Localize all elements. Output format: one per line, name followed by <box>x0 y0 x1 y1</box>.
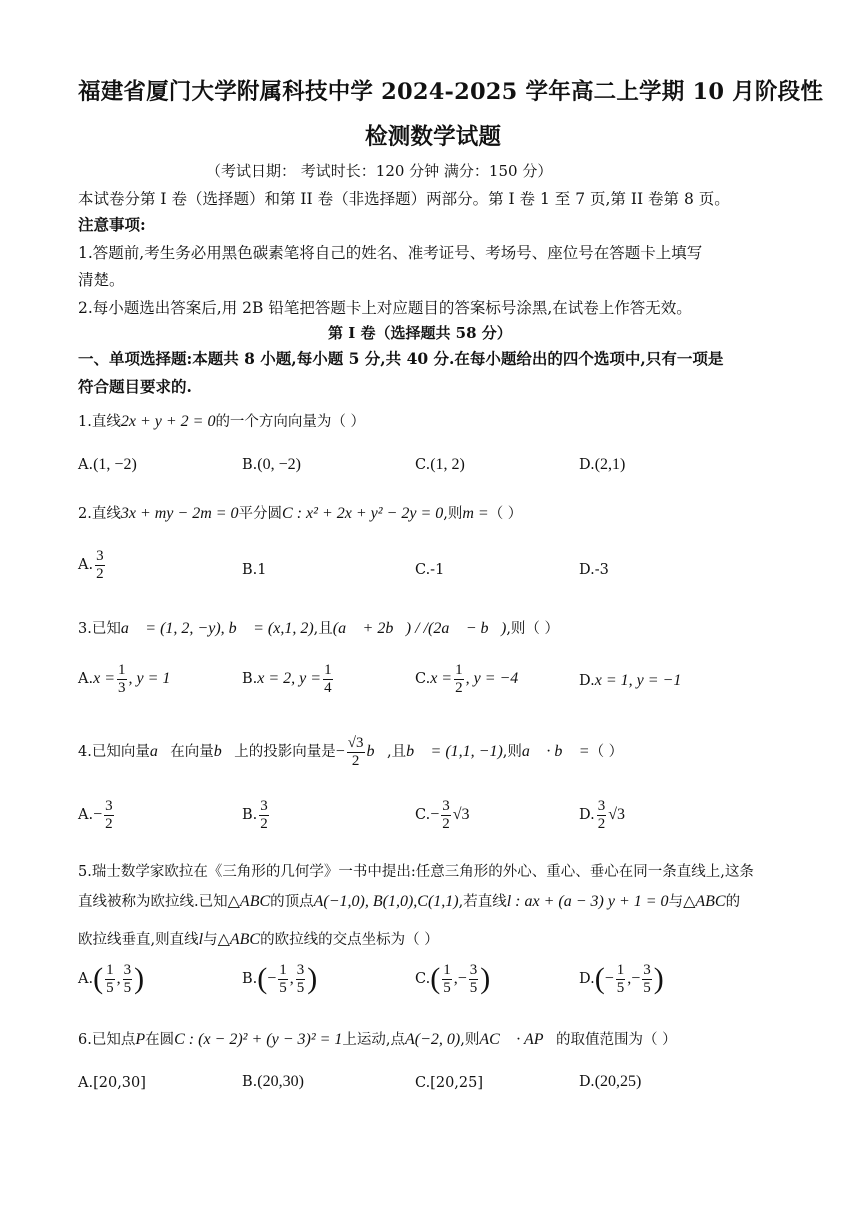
fraction <box>347 735 365 769</box>
q5-option-b <box>242 962 317 996</box>
option-label: A. <box>78 971 94 987</box>
minus-sign: − <box>93 806 103 823</box>
fraction <box>323 662 333 696</box>
question-2-stem <box>78 502 522 523</box>
fraction <box>104 798 114 832</box>
q2-option-b: B.1 <box>242 562 267 578</box>
option-label: A. <box>78 671 94 687</box>
option-label: C. <box>415 971 431 987</box>
q1-pre: 1.直线 <box>78 414 121 430</box>
option-math: x = 1, y = −1 <box>594 672 682 689</box>
numerator: 3 <box>123 962 132 978</box>
denominator: 5 <box>443 979 451 996</box>
q2-option-a <box>78 548 107 582</box>
q6-text: ,则 <box>460 1032 480 1048</box>
section-heading-line1: 一、单项选择题:本题共 8 小题,每小题 5 分,共 40 分.在每小题给出的四个选项中,只有一项是 <box>78 349 724 368</box>
option-label: B. <box>242 1074 258 1090</box>
vector-a: a⃗ <box>149 743 171 760</box>
q4-mid: ,且 <box>386 744 407 760</box>
q6-option-b <box>242 1073 304 1091</box>
option-math: x = <box>93 670 115 687</box>
denominator: 2 <box>597 815 606 832</box>
q3-option-a <box>78 662 170 696</box>
q4-dot-product: a⃗ · b⃗ = <box>521 743 590 760</box>
fraction <box>296 962 306 996</box>
circle-equation: C : (x − 2)² + (y − 3)² = 1 <box>174 1031 343 1048</box>
q6-text: 上运动,点 <box>342 1032 406 1048</box>
numerator: 1 <box>118 662 126 678</box>
q4-option-d <box>579 798 625 832</box>
line-l-equation: l : ax + (a − 3) y + 1 = 0 <box>506 893 669 910</box>
triangle-abc: △ABC <box>683 893 726 910</box>
numerator: 1 <box>443 962 451 978</box>
q5-text: 欧拉线垂直,则直线 <box>78 932 199 948</box>
q5-text: 的顶点 <box>270 894 314 910</box>
denominator: 5 <box>296 979 305 996</box>
option-math: x = 2, y = <box>257 670 322 687</box>
option-label: D. <box>579 457 595 473</box>
part-title: 第 I 卷（选择题共 58 分） <box>328 324 512 342</box>
question-5-line3 <box>78 928 439 949</box>
q3-mid: ,且 <box>313 621 333 637</box>
q2-line-equation: 3x + my − 2m = 0 <box>120 505 239 522</box>
option-label: A. <box>78 557 94 573</box>
q5-text: 与 <box>203 932 218 948</box>
q3-pre: 3.已知 <box>78 621 121 637</box>
denominator: 5 <box>279 979 287 996</box>
comma: , <box>627 970 632 987</box>
q4-vector-b-value: b⃗ = (1,1, −1) <box>406 743 503 760</box>
q4-option-a <box>78 798 116 832</box>
q2-option-c: C.-1 <box>415 562 445 578</box>
left-paren: ( <box>594 962 605 995</box>
right-paren: ) <box>134 962 145 995</box>
vector-dot-product: AC⃗ · AP⃗ <box>479 1031 556 1048</box>
fraction <box>117 662 127 696</box>
denominator: 2 <box>455 679 463 696</box>
triangle-abc: △ABC <box>217 931 261 948</box>
option-label: B. <box>242 971 258 987</box>
option-label: C. <box>415 457 431 473</box>
fraction <box>105 962 115 996</box>
right-paren: ) <box>653 962 664 995</box>
q2-unknown: m = <box>462 505 489 522</box>
q3-option-c <box>415 662 518 696</box>
fraction <box>597 798 607 832</box>
numerator: 1 <box>279 962 287 978</box>
option-value: (0, −2) <box>257 456 301 473</box>
intro-text: 本试卷分第 I 卷（选择题）和第 II 卷（非选择题）两部分。第 I 卷 1 至 7 页,第 II 卷第 8 页。 <box>78 190 730 208</box>
option-math: , y = −4 <box>465 670 519 687</box>
comma: , <box>289 970 294 987</box>
numerator: 3 <box>469 962 478 978</box>
numerator: 1 <box>106 962 114 978</box>
question-5-line2 <box>78 890 740 911</box>
option-value: (1, 2) <box>430 456 465 473</box>
minus-sign: − <box>457 970 467 987</box>
minus-sign: − <box>631 970 641 987</box>
sqrt-three: √3 <box>608 806 625 823</box>
question-5-line1: 5.瑞士数学家欧拉在《三角形的几何学》一书中提出:任意三角形的外心、重心、垂心在同一条直线上,这条 <box>78 864 754 880</box>
q4-pre: 4.已知向量 <box>78 744 150 760</box>
option-label: B. <box>242 807 258 823</box>
numerator: √3 <box>347 735 364 751</box>
left-paren: ( <box>430 962 441 995</box>
page-title-line1: 福建省厦门大学附属科技中学 2024-2025 学年高二上学期 10 月阶段性 <box>78 79 824 105</box>
question-3-stem <box>78 617 559 638</box>
q3-option-b <box>242 662 335 696</box>
fraction <box>441 798 451 832</box>
left-paren: ( <box>93 962 104 995</box>
q3-parallel-condition: (a⃗ + 2b⃗) / /(2a⃗ − b⃗) <box>332 620 507 637</box>
q3-post: ,则（ ） <box>506 621 560 637</box>
q5-text: 直线被称为欧拉线.已知 <box>78 894 228 910</box>
fraction <box>123 962 133 996</box>
q5-option-c <box>415 962 490 996</box>
numerator: 3 <box>96 548 104 564</box>
fraction <box>442 962 452 996</box>
q6-text: 6.已知点 <box>78 1032 136 1048</box>
q5-option-a <box>78 962 144 996</box>
denominator: 2 <box>105 815 113 832</box>
right-paren: ) <box>480 962 491 995</box>
denominator: 5 <box>469 979 478 996</box>
denominator: 5 <box>106 979 114 996</box>
option-label: B. <box>242 457 258 473</box>
section-heading-line2: 符合题目要求的. <box>78 377 192 396</box>
option-label: D. <box>579 807 595 823</box>
comma: , <box>116 970 121 987</box>
option-label: A. <box>78 807 94 823</box>
denominator: 2 <box>96 565 104 582</box>
option-label: D. <box>579 971 595 987</box>
q6-option-d <box>579 1073 641 1091</box>
question-1-stem <box>78 410 365 431</box>
point-a: A(−2, 0) <box>405 1031 461 1048</box>
option-value: (20,25) <box>594 1073 642 1090</box>
minus-sign: − <box>267 970 277 987</box>
q2-comma: ,则 <box>443 506 463 522</box>
option-label: C. <box>415 807 431 823</box>
left-paren: ( <box>257 962 268 995</box>
numerator: 3 <box>296 962 305 978</box>
vertex-points: A(−1,0), B(1,0),C(1,1) <box>313 893 459 910</box>
q4-post: （ ） <box>589 744 624 760</box>
q4-mid: ,则 <box>502 744 522 760</box>
denominator: 2 <box>442 815 450 832</box>
q4-mid: 在向量 <box>170 744 214 760</box>
fraction <box>95 548 105 582</box>
q1-option-d <box>579 456 625 474</box>
q1-equation: 2x + y + 2 = 0 <box>120 413 216 430</box>
q5-text: 的 <box>725 894 741 910</box>
denominator: 3 <box>118 679 126 696</box>
numerator: 3 <box>643 962 651 978</box>
minus-sign: − <box>430 806 440 823</box>
q2-circle-equation: C : x² + 2x + y² − 2y = 0 <box>282 505 444 522</box>
numerator: 1 <box>455 662 463 678</box>
q5-text: 与 <box>668 894 684 910</box>
fraction <box>469 962 479 996</box>
comma: , <box>453 970 458 987</box>
q2-mid: 平分圆 <box>238 506 283 522</box>
option-math: , y = 1 <box>128 670 171 687</box>
option-label: A. <box>78 457 94 473</box>
denominator: 2 <box>351 752 360 769</box>
numerator: 1 <box>616 962 625 978</box>
minus-sign: − <box>604 970 614 987</box>
notice-1-line1: 1.答题前,考生务必用黑色碳素笔将自己的姓名、准考证号、考场号、座位号在答题卡上填写 <box>78 244 703 262</box>
q6-text: 的取值范围为（ ） <box>555 1032 677 1048</box>
numerator: 3 <box>597 798 606 814</box>
fraction <box>278 962 288 996</box>
q6-text: 在圆 <box>145 1032 175 1048</box>
denominator: 5 <box>616 979 625 996</box>
q3-option-d <box>579 672 681 690</box>
fraction <box>616 962 626 996</box>
notice-2: 2.每小题选出答案后,用 2B 铅笔把答题卡上对应题目的答案标号涂黑,在试卷上作答无效。 <box>78 299 692 317</box>
q4-option-b <box>242 798 271 832</box>
denominator: 4 <box>324 679 332 696</box>
point-p: P <box>135 1031 146 1048</box>
vector-b: b⃗ <box>366 743 387 760</box>
notice-1-line2: 清楚。 <box>78 271 125 289</box>
line-l: l <box>198 931 204 948</box>
fraction <box>642 962 652 996</box>
q3-vectors: a⃗ = (1, 2, −y), b⃗ = (x,1, 2) <box>120 620 314 637</box>
option-label: C. <box>415 671 431 687</box>
q4-mid: 上的投影向量是 <box>234 744 336 760</box>
option-label: D. <box>579 673 595 689</box>
page-title-line2: 检测数学试题 <box>365 124 502 150</box>
question-6-stem <box>78 1028 677 1049</box>
q2-option-d: D.-3 <box>579 562 609 578</box>
exam-info: （考试日期： 考试时长：120 分钟 满分：150 分） <box>206 162 553 180</box>
sqrt-three: √3 <box>452 806 470 823</box>
numerator: 3 <box>260 798 268 814</box>
option-value: (2,1) <box>594 456 626 473</box>
q1-post: 的一个方向向量为（ ） <box>215 414 366 430</box>
question-4-stem <box>78 735 623 769</box>
q5-text: ,若直线 <box>458 894 507 910</box>
vector-b: b⃗ <box>213 743 235 760</box>
q5-text: 的欧拉线的交点坐标为（ ） <box>260 932 439 948</box>
minus-sign: − <box>335 743 345 760</box>
option-label: B. <box>242 671 258 687</box>
numerator: 3 <box>105 798 113 814</box>
q4-option-c <box>415 798 470 832</box>
q1-option-a <box>78 456 137 474</box>
q2-pre: 2.直线 <box>78 506 121 522</box>
option-value: (1, −2) <box>93 456 137 473</box>
fraction <box>259 798 269 832</box>
q2-post: （ ） <box>488 506 523 522</box>
triangle-abc: △ABC <box>227 893 271 910</box>
numerator: 1 <box>324 662 332 678</box>
q1-option-b <box>242 456 301 474</box>
q1-option-c <box>415 456 465 474</box>
q6-option-c: C.[20,25] <box>415 1075 484 1091</box>
option-label: D. <box>579 1074 595 1090</box>
q6-option-a: A.[20,30] <box>78 1075 146 1091</box>
option-math: x = <box>430 670 453 687</box>
numerator: 3 <box>442 798 450 814</box>
q5-option-d <box>579 962 664 996</box>
notice-heading: 注意事项: <box>78 215 146 234</box>
option-value: (20,30) <box>257 1073 304 1090</box>
denominator: 2 <box>260 815 268 832</box>
fraction <box>454 662 464 696</box>
right-paren: ) <box>307 962 318 995</box>
denominator: 5 <box>123 979 132 996</box>
denominator: 5 <box>643 979 651 996</box>
